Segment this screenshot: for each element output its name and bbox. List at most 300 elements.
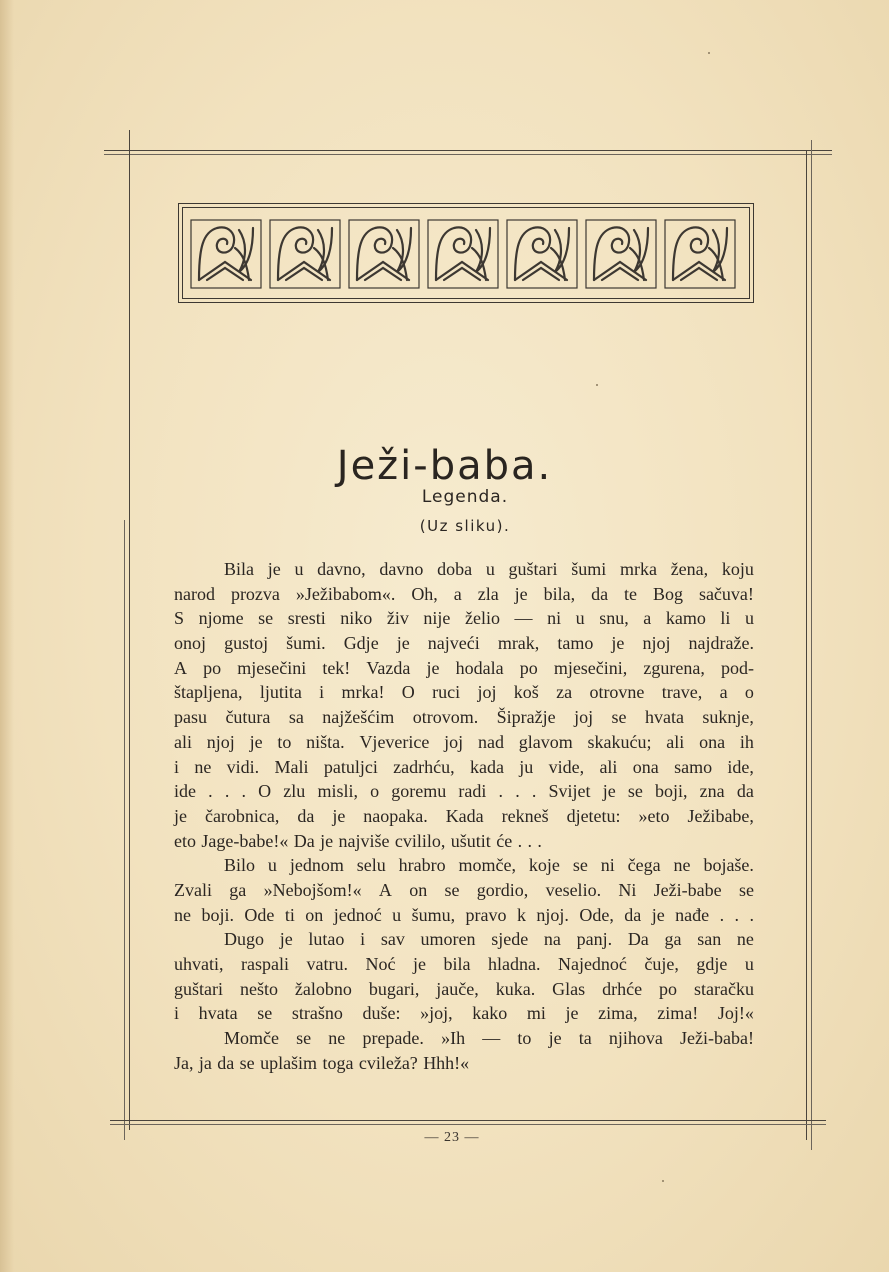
word: onoj [174,633,207,654]
word: nešto [239,978,278,999]
text-line [174,1001,754,1026]
word: se [239,1052,255,1073]
word: . [224,781,230,802]
word: se [444,879,460,900]
word: Ježi-babe [653,879,722,900]
word: čega [627,855,661,876]
word: Najednoć [557,954,627,974]
word: žena, [670,559,709,579]
word: joj [477,682,497,703]
word: hvata [644,707,684,728]
word: je [279,929,293,950]
word: najžešćim [322,707,395,728]
text-line [174,631,754,656]
word: bugari, [368,978,420,999]
paper-speck [708,52,710,54]
word: sa [288,707,304,728]
word: ja [198,1052,212,1073]
word: hodala [455,657,504,678]
word: duše: [362,1003,401,1024]
word: mrka [619,559,657,579]
word: u [485,559,495,579]
frame-right-line-outer [811,140,812,1150]
word: Ni [618,879,637,900]
word: se [627,781,643,802]
word: ne [194,756,212,777]
word: radi [458,781,487,802]
word: to [517,1028,532,1049]
word: raspali [241,954,289,974]
word: je [174,805,187,826]
word: u [392,904,402,925]
word: bila [443,954,471,974]
word: snu, [599,608,629,629]
word: o [370,781,380,802]
word: narod [174,583,215,604]
word: »eto [638,805,670,826]
word: . [515,781,520,802]
word: najdraže. [688,633,754,654]
frame-bottom-line [110,1120,826,1121]
word: pravo [465,904,507,925]
word: sresti [287,608,326,629]
word: da [297,805,315,826]
word: davno [379,559,424,579]
word: nije [423,608,451,629]
word: na [543,929,561,950]
word: gustoj [224,633,269,654]
word: kada [469,756,504,777]
word: otrovom. [412,707,479,728]
word: . [241,781,246,802]
word: u [744,954,754,974]
word: ušutit [450,830,491,851]
word: k [516,904,526,925]
word: zna [699,781,725,802]
word: Jage-babe!« [201,830,289,851]
word: Vjeverice [359,731,430,752]
word: će [496,830,513,851]
word: drhće [602,978,643,999]
word: ona [632,756,659,777]
word: — [514,608,533,629]
word: hladna. [487,954,541,974]
word: uplašim [260,1052,318,1073]
word: pod- [720,657,754,678]
word: zadrhću, [393,756,455,777]
word: . [498,781,504,802]
word: u [294,559,304,579]
word: . [537,830,542,851]
word: i [174,1003,180,1024]
word: Joj!« [717,1003,754,1024]
text-line [174,557,754,582]
word: »Ih [441,1028,466,1049]
word: ti [284,904,295,925]
word: da [217,1052,235,1073]
word: je [426,657,440,678]
word: Bila [224,559,254,579]
word: Šipražje [496,707,556,728]
word: sačuva! [698,583,754,604]
ornament-motif [191,220,261,288]
word: bojaše. [703,855,754,876]
text-line [174,656,754,681]
word: je [332,805,346,826]
word: misli, [317,781,358,802]
word: ju [519,756,534,777]
word: Bilo [224,855,256,876]
word: glavom [518,731,573,752]
word: Momče [224,1028,279,1049]
word: vatru. [306,954,348,974]
text-line [174,927,754,952]
word: ni [547,608,562,629]
word: to [277,731,292,752]
word: . [208,781,213,802]
word: a [719,682,728,703]
word: ide, [727,756,754,777]
ornament-motif [270,220,340,288]
paper-speck [662,1180,664,1182]
word: toga [322,1052,354,1073]
word: Gdje [343,633,379,654]
word: njome [198,608,244,629]
text-line [174,952,754,977]
word: Hhh!« [423,1052,470,1073]
word: čutura [225,707,271,728]
word: strašno [291,1003,343,1024]
word: a [453,583,462,604]
word: koje [528,855,560,876]
word: Ježibabe, [687,805,754,826]
word: Glas [552,978,586,999]
word: sjede [491,929,529,950]
word: zlu [283,781,306,802]
word: jednom [289,855,344,876]
word: . [749,904,754,925]
word: staračku [694,978,754,999]
word: u [575,608,585,629]
text-line [174,582,754,607]
word: se [257,1003,273,1024]
word: — [482,1028,501,1049]
text-line [174,730,754,755]
word: da [624,904,642,925]
word: pasu [174,707,207,728]
word: je [651,904,665,925]
word: se [738,879,754,900]
word: goremu [391,781,447,802]
text-line [174,804,754,829]
paper-speck [596,384,598,386]
ornament-motif [586,220,656,288]
word: guštari [508,559,558,579]
word: mi [526,1003,546,1024]
word: najveći [427,633,480,654]
word: ta [578,1028,592,1049]
word: suknje, [702,707,754,728]
word: ga [229,879,247,900]
word: trave, [661,682,703,703]
word: šumi. [286,633,326,654]
word: davno, [317,559,366,579]
word: nađe [675,904,710,925]
word: čarobnica, [204,805,280,826]
word: vide, [548,756,585,777]
word: . [734,904,740,925]
word: O [401,682,415,703]
frame-left-line-outer [124,520,125,1140]
word: Svijet [548,781,591,802]
word: gdje [696,954,728,974]
word: bila, [543,583,576,604]
word: ne [174,904,191,925]
word: »Ježibabom«. [295,583,396,604]
word: po [659,978,678,999]
word: ali [174,731,192,752]
word: mrak, [497,633,540,654]
word: tamo [557,633,594,654]
word: cvileža? [358,1052,418,1073]
word: se [611,707,627,728]
word: je [412,954,426,974]
word: štapljena, [174,682,243,703]
word: je [249,731,263,752]
word: njoj. [536,904,569,925]
word: da [591,583,609,604]
word: cvililo, [394,830,446,851]
text-line [174,829,754,854]
word: prepade. [362,1028,424,1049]
word: Da [627,929,649,950]
word: rekneš [501,805,549,826]
text-line [174,1051,754,1076]
ornament-motif [507,220,577,288]
word: njoj [642,633,671,654]
art-nouveau-ornament [189,218,741,290]
text-line [174,779,754,804]
word: je [320,830,334,851]
word: nad [477,731,504,752]
word: hrabro [398,855,446,876]
word: Dugo [224,929,264,950]
word: njoj [206,731,235,752]
word: uhvati, [174,954,224,974]
word: veselio. [545,879,602,900]
word: A [378,879,392,900]
word: Mali [274,756,309,777]
word: šumu, [411,904,456,925]
word: niko [340,608,373,629]
word: doba [437,559,473,579]
word: S [174,608,185,629]
word: je [514,583,528,604]
word: Bog [652,583,683,604]
word: san [697,929,722,950]
word: on [305,904,324,925]
word: . [517,830,523,851]
word: kako [472,1003,508,1024]
body-text [174,557,754,1075]
word: tek! [322,657,351,678]
word: najviše [338,830,390,851]
text-line [174,853,754,878]
word: umoren [420,929,476,950]
word: . [531,781,537,802]
word: prozva [230,583,280,604]
word: je [267,559,281,579]
word: . [719,904,725,925]
word: »joj, [420,1003,453,1024]
word: koju [721,559,754,579]
frame-bottom-line-inner [110,1124,826,1125]
word: ne [736,929,754,950]
word: eto [174,830,196,851]
word: njihova [608,1028,663,1049]
word: Ja, [174,1052,194,1073]
text-line [174,705,754,730]
word: ruci [432,682,461,703]
word: O [258,781,272,802]
word: u [267,855,277,876]
word: mrka! [341,682,385,703]
word: i [360,929,366,950]
word: naopaka. [363,805,428,826]
word: se [258,608,274,629]
text-line [174,606,754,631]
word: šumi [571,559,607,579]
word: zgurena, [643,657,705,678]
word: za [556,682,573,703]
frame-top-line-inner [104,154,832,155]
word: li [720,608,731,629]
word: zla [477,583,499,604]
word: boji, [655,781,688,802]
word: jednoć [333,904,382,925]
word: živ [386,608,409,629]
word: koš [513,682,539,703]
word: ne [328,1028,346,1049]
text-line [174,903,754,928]
word: vidi. [226,756,260,777]
word: ga [664,929,682,950]
text-line [174,755,754,780]
word: čuje, [644,954,679,974]
word: je [548,1028,562,1049]
word: ljutita [259,682,302,703]
word: ništa. [306,731,345,752]
ornament-motif [665,220,735,288]
word: Da [293,830,315,851]
frame-left-line [129,130,130,1130]
word: je [602,781,616,802]
image-caption-note: (Uz sliku). [419,517,511,535]
page-edge-shadow [0,0,14,1272]
word: guštari [174,978,223,999]
word: patuljci [323,756,378,777]
word: hvata [198,1003,238,1024]
word: Oh, [411,583,438,604]
word: joj [574,707,594,728]
word: jauče, [436,978,479,999]
word: A [174,657,187,678]
ornament-motif [428,220,498,288]
word: mjesečini, [553,657,628,678]
word: skakuću; [587,731,652,752]
word: on [409,879,428,900]
word: zima, [598,1003,638,1024]
word: po [519,657,538,678]
word: Vazda [366,657,411,678]
word: Noć [365,954,396,974]
word: ni [600,855,615,876]
word: djetetu: [566,805,621,826]
word: ide [174,781,196,802]
word: Zvali [174,879,212,900]
word: o [744,682,754,703]
word: se [572,855,588,876]
word: joj [444,731,464,752]
page-title: Ježi-baba. [336,443,553,489]
word: samo [674,756,713,777]
word: u [745,608,754,629]
text-line [174,1026,754,1051]
word: te [624,583,638,604]
word: mjesečini [237,657,307,678]
word: kuka. [495,978,536,999]
word: . [527,830,532,851]
word: otrovne [589,682,645,703]
page-subtitle: Legenda. [421,487,509,507]
word: je [565,1003,579,1024]
word: a [643,608,652,629]
word: zima! [657,1003,699,1024]
word: ali [666,731,685,752]
word: po [203,657,222,678]
page-number: — 23 — [424,1130,480,1145]
word: sav [380,929,405,950]
word: Ježi-baba! [680,1028,754,1049]
word: Ode [244,904,275,925]
word: ona [699,731,726,752]
frame-top-line [104,150,832,151]
word: se [296,1028,312,1049]
word: ali [599,756,618,777]
word: kamo [665,608,706,629]
word: lutao [308,929,345,950]
word: da [736,781,754,802]
word: i [319,682,325,703]
frame-right-line [806,150,807,1140]
text-line [174,977,754,1002]
word: želio [464,608,500,629]
word: momče, [458,855,517,876]
ornament-motif [349,220,419,288]
word: »Nebojšom!« [263,879,362,900]
word: boji. [201,904,234,925]
word: žalobno [294,978,352,999]
word: ih [739,731,754,752]
word: je [396,633,410,654]
word: i [174,756,180,777]
word: gordio, [476,879,529,900]
ornament-band [182,207,750,299]
text-line [174,878,754,903]
word: selu [356,855,386,876]
text-line [174,680,754,705]
word: Kada [445,805,484,826]
